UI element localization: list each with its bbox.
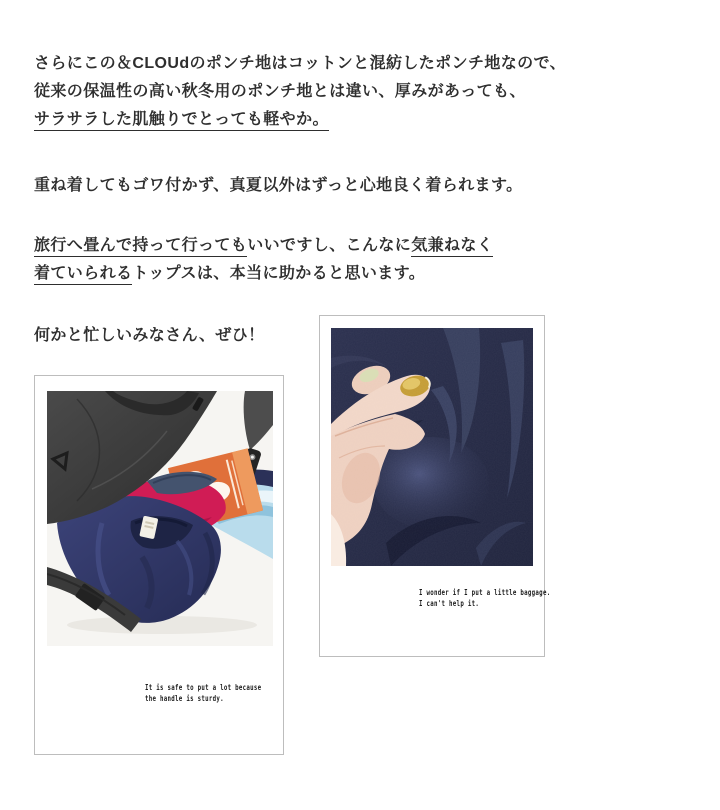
right-caption-line1: I wonder if I put a little baggage. [419,588,551,597]
p3-run2: いいですし、こんなに [247,237,412,254]
body-paragraph-3 [34,232,493,288]
p3-underlined-run1: 旅行へ畳んで持って行っても [34,237,247,257]
left-photo-caption [145,682,261,704]
body-paragraph-2 [34,172,522,200]
p3-underlined-run3: 気兼ねなく [411,237,493,257]
p1-line3-underlined: サラサラした肌触りでとっても軽やか。 [34,111,329,131]
right-photo-card [319,315,551,657]
body-paragraph-1 [34,50,566,134]
backpack-photo [47,391,273,646]
fabric-pinch-photo [331,328,533,566]
left-photo-card [34,375,284,755]
body-paragraph-4 [34,322,265,350]
p3-underlined-run4: 着ていられる [34,265,132,285]
p3-run5: トップスは、本当に助かると思います。 [132,265,426,282]
p2-line1: 重ね着してもゴワ付かず、真夏以外はずっと心地良く着られます。 [34,177,523,194]
right-photo-caption [419,587,550,609]
p1-line1: さらにこの＆CLOUdのポンチ地はコットンと混紡したポンチ地なので、 [34,55,567,72]
right-caption-line2: I can't help it. [419,599,480,608]
left-caption-line2: the handle is sturdy. [145,694,224,703]
p1-line2: 従来の保温性の高い秋冬用のポンチ地とは違い、厚みがあっても、 [34,83,526,100]
left-caption-line1: It is safe to put a lot because [145,683,262,692]
p4-line1: 何かと忙しいみなさん、ぜひ！ [34,327,265,344]
